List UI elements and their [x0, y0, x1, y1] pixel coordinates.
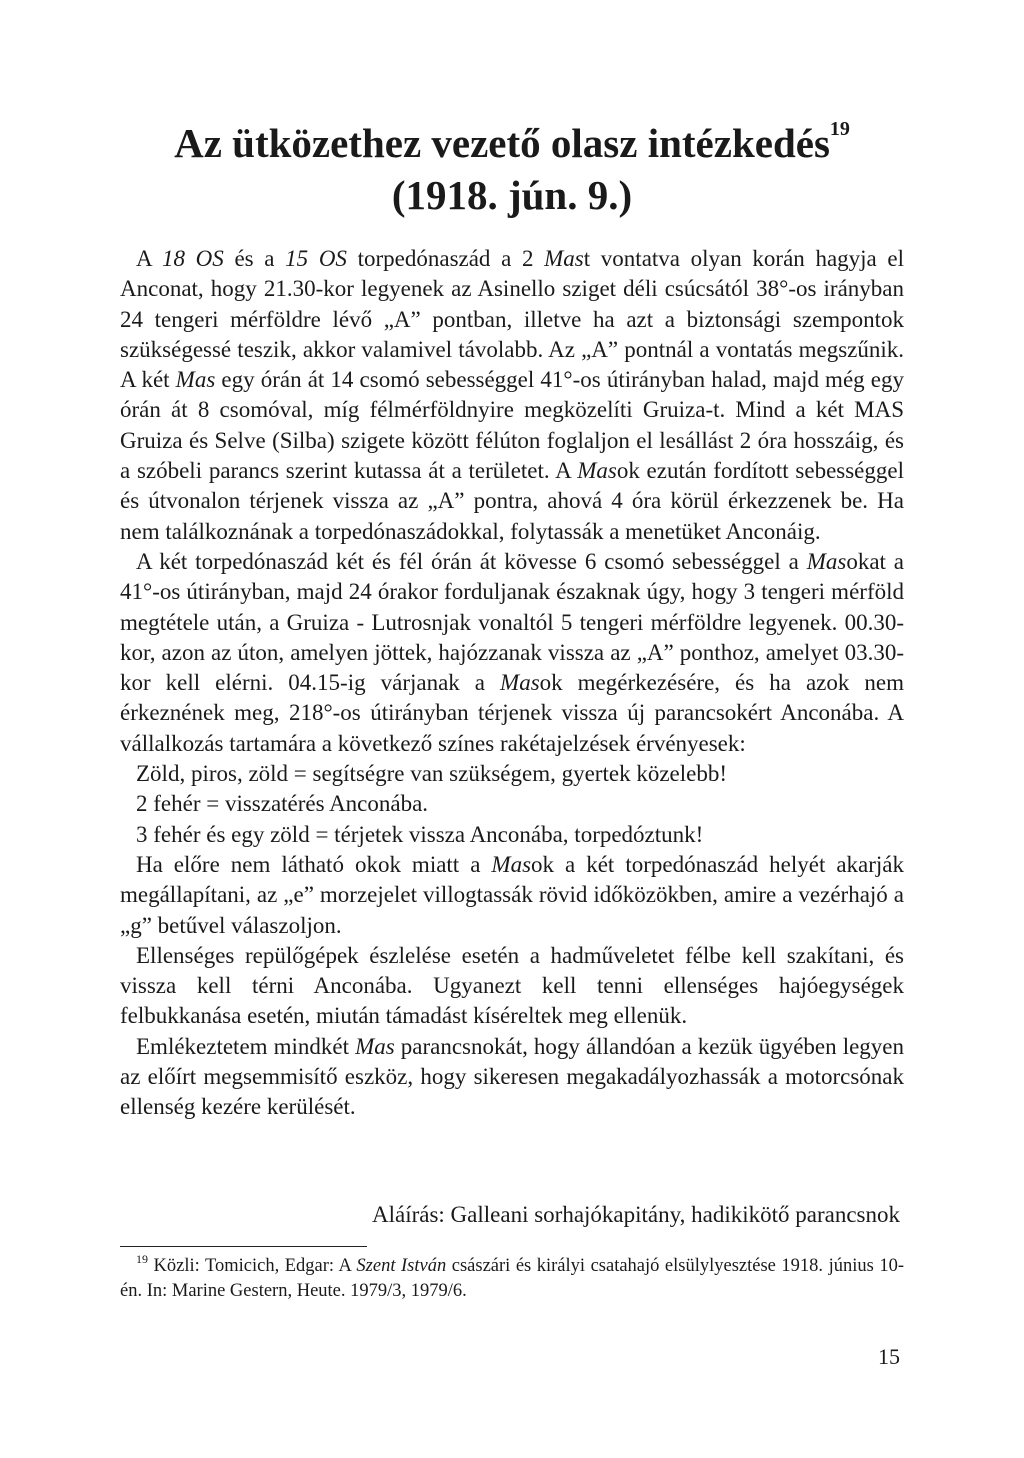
- paragraph-5: [120, 1032, 904, 1123]
- signal-line-3: 3 fehér és egy zöld = térjetek vissza Anconába, torpedóztunk!: [136, 821, 704, 847]
- footnote: [120, 1254, 904, 1304]
- title-footnote-ref: 19: [829, 118, 850, 140]
- text-run: Közli: Tomicich, Edgar: A: [148, 1256, 357, 1276]
- italic-run: Mas: [500, 670, 540, 696]
- italic-run: Mas: [544, 246, 584, 271]
- text-run: Ha előre nem látható okok miatt a: [136, 851, 492, 877]
- italic-run: Mas: [175, 367, 216, 393]
- body-text: [120, 244, 904, 1123]
- italic-run: Mas: [806, 548, 847, 574]
- page-number: 15: [878, 1344, 900, 1369]
- italic-run: Mas: [491, 851, 532, 877]
- italic-run: 15 OS: [285, 246, 347, 271]
- italic-run: Mas: [577, 458, 617, 484]
- footnote-divider: [120, 1246, 367, 1247]
- footnote-text: [120, 1254, 904, 1304]
- signal-line-2: 2 fehér = visszatérés Anconába.: [136, 791, 429, 817]
- italic-run: Szent István: [356, 1256, 447, 1276]
- footnote-number: 19: [136, 1252, 148, 1266]
- italic-run: Mas: [355, 1033, 395, 1059]
- italic-run: 18 OS: [162, 246, 224, 271]
- text-run: ok ezután fordított sebességgel és útvonalon térjenek vissza az „A” pontra, ahová 4 óra körül érkezzenek be. Ha nem találkoznának a torpedónaszádokkal, folytassák a menetüket Anconáig.: [120, 458, 904, 544]
- paragraph-3: [120, 850, 904, 941]
- text-run: ok megérkezésére, és ha azok nem érkeznének meg, 218°-os útirányban térjenek vissza új parancsokért Anconába. A vállalkozás tartamára a következő színes rakétajelzések érvényesek:: [120, 670, 904, 756]
- paragraph-4: Ellenséges repülőgépek észlelése esetén a hadműveletet félbe kell szakítani, és vissza kell térni Anconába. Ugyanezt kell tenni ellenséges hajóegységek felbukkanása esetén, miután támadást kíséreltek meg ellenük.: [120, 942, 904, 1029]
- title-text: Az ütközethez vezető olasz intézkedés: [174, 120, 830, 166]
- text-run: A két torpedónaszád két és fél órán át kövesse 6 csomó sebességgel a: [136, 548, 807, 574]
- text-run: parancsnokát, hogy állandóan a kezük ügyében legyen az előírt megsemmisítő eszköz, hogy sikeresen megakadályozhassák a motorcsónak ellenség kezére kerülését.: [120, 1033, 905, 1120]
- text-run: és a: [223, 246, 286, 271]
- paragraph-1: [120, 244, 904, 547]
- page-title-date: (1918. jún. 9.): [391, 172, 633, 218]
- text-run: torpedónaszád a 2: [346, 246, 545, 271]
- text-run: egy órán át 14 csomó sebességgel 41°-os útirányban halad, majd még egy órán át 8 csomóval, míg félmérföldnyire megközelíti Gruiza-t. Mind a két MAS Gruiza és Selve (Silba) szigete között félúton foglaljon el lesállást 2 óra hosszáig, és a szóbeli parancs szerint kutassa át a területet. A: [120, 367, 904, 484]
- text-run: A: [136, 246, 163, 271]
- text-run: okat a 41°-os útirányban, majd 24 órakor forduljanak északnak úgy, hogy 3 tengeri mérföld megtétele után, a Gruiza - Lutrosnjak vonaltól 5 tengeri mérföldre legyenek. 00.30-kor, azon az úton, amelyen jöttek, hajózzanak vissza az „A” ponthoz, amelyet 03.30-kor kell elérni. 04.15-ig várjanak a: [120, 548, 904, 696]
- text-run: császári és királyi csatahajó elsülylyesztése 1918. június 10-én. In: Marine Gestern, Heute. 1979/3, 1979/6.: [120, 1256, 905, 1301]
- text-run: t vontatva olyan korán hagyja el Anconat, hogy 21.30-kor legyenek az Asinello sziget déli csúcsától 38°-os irányban 24 tengeri mérföldre lévő „A” pontban, illetve ha azt a biztonsági szempontok szükségessé teszik, akkor valamivel távolabb. Az „A” pontnál a vontatás megszűnik. A két: [120, 246, 905, 393]
- paragraph-2: [120, 547, 904, 759]
- text-run: Emlékeztetem mindkét: [136, 1033, 356, 1059]
- page-title: [120, 118, 904, 168]
- signature-line: Aláírás: Galleani sorhajókapitány, hadikikötő parancsnok: [372, 1202, 900, 1227]
- text-run: ok a két torpedónaszád helyét akarják megállapítani, az „e” morzejelet villogtassák rövid időközökben, amire a vezérhajó a „g” betűvel válaszoljon.: [120, 851, 905, 938]
- signal-line-1: Zöld, piros, zöld = segítségre van szükségem, gyertek közelebb!: [136, 761, 727, 787]
